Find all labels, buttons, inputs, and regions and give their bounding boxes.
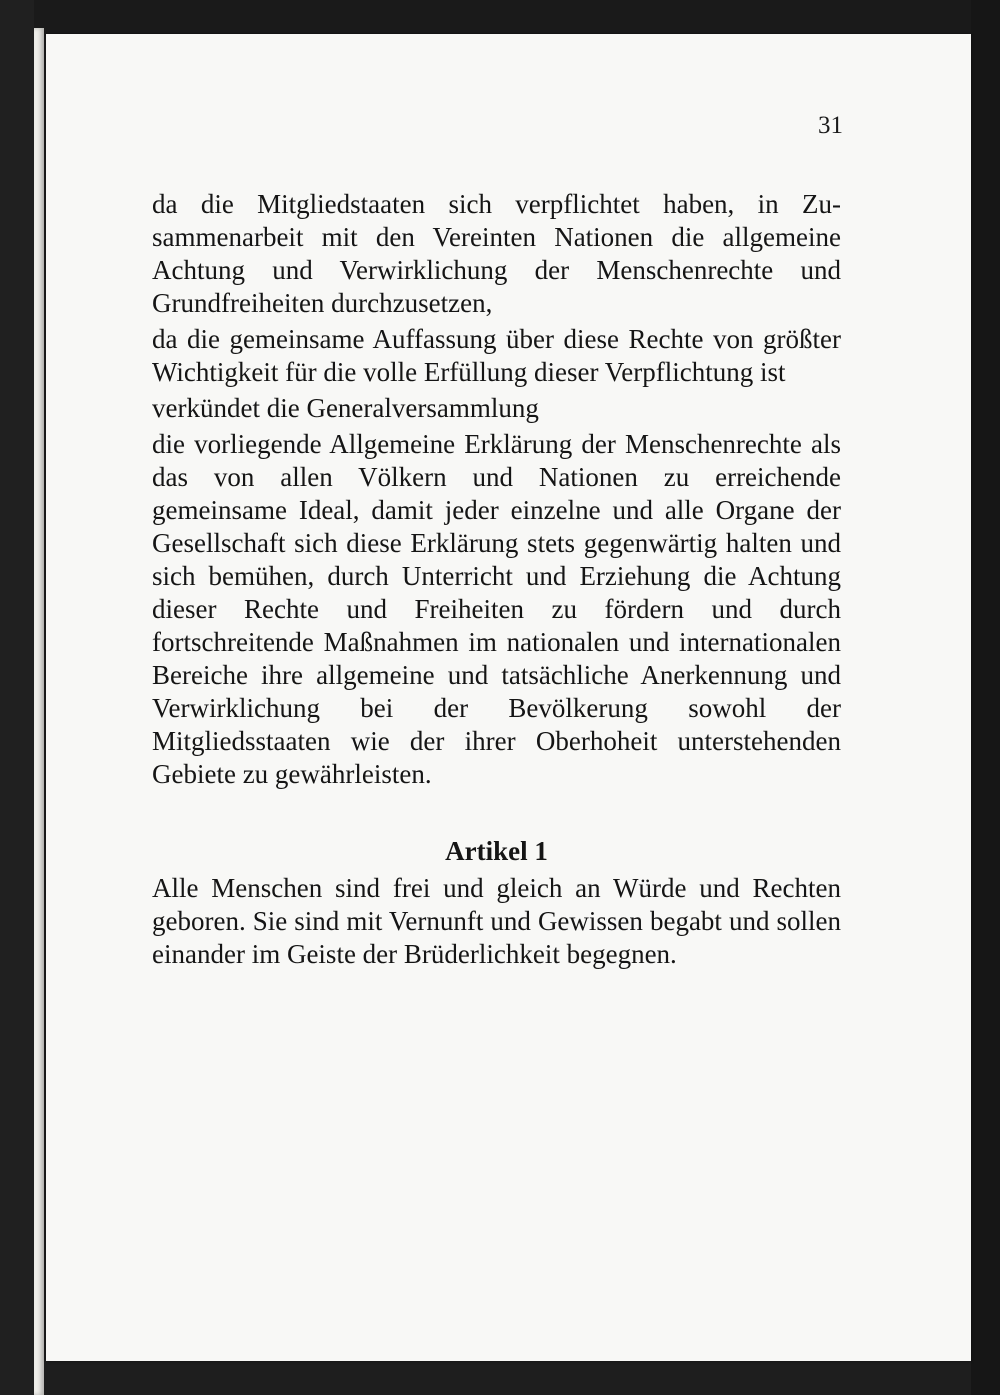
paragraph-mitgliedstaaten: da die Mitgliedstaaten sich verpflichtet haben, in Zusammenarbeit mit den Vereinten Nationen die allgemeine Achtung und Verwirklichung der Menschenrechte und Grundfreiheiten durchzusetzen,	[152, 189, 841, 318]
article-text: Alle Menschen sind frei und gleich an Würde und Rechten geboren. Sie sind mit Vernunft und Gewissen begabt und sollen einander im Geiste der Brüderlichkeit begegnen.	[152, 873, 841, 969]
scan-background-top	[0, 0, 1000, 36]
scan-background-right	[971, 0, 1000, 1395]
previous-page-edge	[34, 28, 44, 1395]
article-heading: Artikel 1	[445, 836, 548, 866]
paragraph-auffassung: da die gemeinsame Auffassung über diese Rechte von größter Wichtigkeit für die volle Erfüllung dieser Verpflichtung ist	[152, 324, 841, 387]
scan-background-left	[0, 0, 34, 1395]
page-number: 31	[818, 112, 843, 139]
book-page	[46, 34, 971, 1361]
body-text	[152, 188, 841, 971]
paragraph-erklaerung: die vorliegende Allgemeine Erklärung der Menschenrechte als das von allen Völkern und Nationen zu erreichende gemeinsame Ideal, damit jeder einzelne und alle Organe der Gesellschaft sich diese Erklärung stets gegenwärtig halten und sich bemühen, durch Unterricht und Erziehung die Achtung dieser Rechte und Freiheiten zu fördern und durch fortschreitende Maßnahmen im nationalen und internationalen Bereiche ihre allgemeine und tatsächliche Anerkennung und Verwirklichung bei der Bevölkerung sowohl der Mitgliedsstaaten wie der ihrer Oberhoheit unterstehenden Gebiete zu gewährleisten.	[152, 429, 841, 789]
paragraph-verkuendet: verkündet die Generalversammlung	[152, 393, 539, 423]
